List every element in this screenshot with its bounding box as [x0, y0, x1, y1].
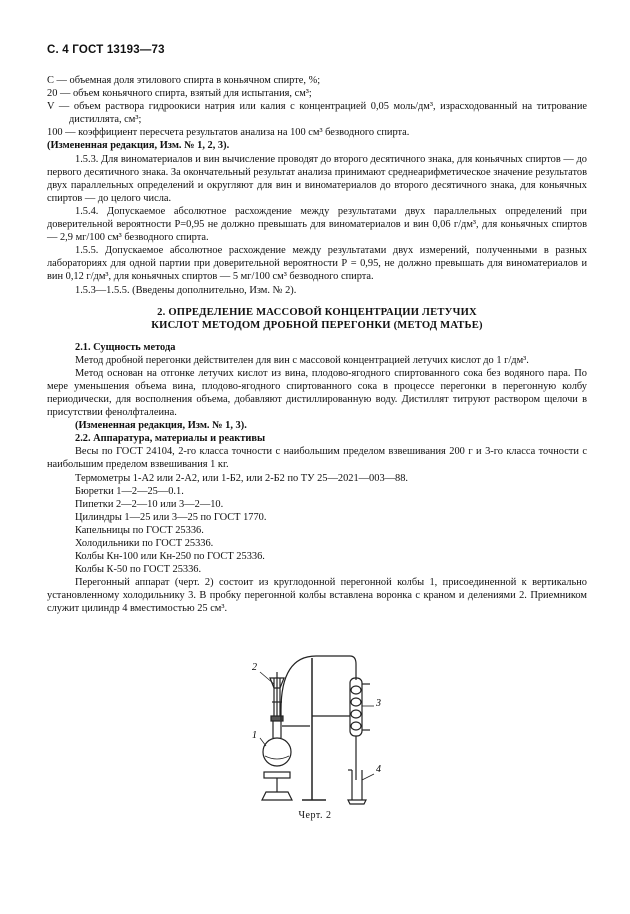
heading-2-1: 2.1. Сущность метода	[75, 341, 176, 353]
paragraph-apparatus: Перегонный аппарат (черт. 2) состоит из круглодонной перегонной колбы 1, присоединенной к вертикально установленному холодильнику 3. В пробку перегонной колбы вставлена воронка с краном и делениями 2. Приемником служит цилиндр 4 вместимостью 25 см³.	[47, 577, 587, 615]
paragraph-1-5-4: 1.5.4. Допускаемое абсолютное расхождение между результатами двух параллельных определений при доверительной вероятности Р=0,95 не должно превышать для виноматериалов и вин 0,06 г/дм³, для коньячных спиртов — 2,9 мг/100 см³ безводного спирта.	[47, 205, 587, 244]
equipment-item: Холодильники по ГОСТ 25336.	[75, 538, 214, 549]
equipment-item: Цилиндры 1—25 или 3—25 по ГОСТ 1770.	[75, 511, 267, 523]
variable-v: V — объем раствора гидроокиси натрия или калия с концентрацией 0,05 моль/дм³, израсходованный на титрование дистиллята, см³;	[47, 101, 587, 126]
page-header: С. 4 ГОСТ 13193—73	[47, 44, 165, 56]
section-title-line-2: КИСЛОТ МЕТОДОМ ДРОБНОЙ ПЕРЕГОНКИ (МЕТОД МАТЬЕ)	[151, 320, 483, 332]
figure-label-1: 1	[252, 730, 257, 741]
figure-caption: Черт. 2	[298, 810, 332, 821]
paragraph-1-5-3: 1.5.3. Для виноматериалов и вин вычисление проводят до второго десятичного знака, для коньячных спиртов — до первого десятичного знака. За окончательный результат анализа принимают среднеарифметическое значение результатов двух параллельных определений и округляют для вин и виноматериалов до второго десятичного знака, для коньячных спиртов — до целого числа.	[47, 153, 587, 204]
paragraph-2-2-scales: Весы по ГОСТ 24104, 2-го класса точности с наибольшим пределом взвешивания 200 г и 3-го класса точности с наибольшим пределом взвешивания 1 кг.	[47, 446, 587, 471]
figure-label-4: 4	[376, 764, 381, 775]
paragraph-2-1-a: Метод дробной перегонки действителен для вин с массовой концентрацией летучих кислот до 1 г/дм³.	[75, 354, 529, 366]
heading-2-2: 2.2. Аппаратура, материалы и реактивы	[75, 433, 266, 445]
variable-20: 20 — объем коньячного спирта, взятый для испытания, см³;	[47, 88, 312, 100]
equipment-item: Колбы Кн-100 или Кн-250 по ГОСТ 25336.	[75, 551, 265, 563]
distillation-apparatus-drawing	[222, 650, 422, 810]
amendment-note-2: (Измененная редакция, Изм. № 1, 3).	[75, 420, 247, 432]
paragraph-2-1-b: Метод основан на отгонке летучих кислот из вина, плодово-ягодного спиртованного сока без водяного пара. По мере уменьшения объема вина, плодово-ягодного спиртованного сока в процессе перегонки в перегонную колбу периодически, для восполнения объема, добавляют дистиллированную воду. Дистиллят титруют раствором щелочи в присутствии фенолфталеина.	[47, 367, 587, 419]
variable-100: 100 — коэффициент пересчета результатов анализа на 100 см³ безводного спирта.	[47, 127, 410, 139]
paragraph-1-5-5: 1.5.5. Допускаемое абсолютное расхождение между результатами двух измерений, полученными в разных лабораториях для одной партии при доверительной вероятности Р = 0,95, не должно превышать для виноматериалов и вин 0,12 г/дм³, для коньячных спиртов — 5 мг/100 см³ безводного спирта.	[47, 245, 587, 283]
figure-label-3: 3	[376, 698, 381, 709]
amendment-note-1: (Измененная редакция, Изм. № 1, 2, 3).	[47, 140, 230, 152]
equipment-item: Пипетки 2—2—10 или 3—2—10.	[75, 498, 224, 510]
section-title	[47, 306, 587, 333]
equipment-item: Бюретки 1—2—25—0.1.	[75, 485, 184, 497]
equipment-item: Колбы К-50 по ГОСТ 25336.	[75, 564, 202, 576]
figure-label-2: 2	[252, 662, 257, 673]
section-title-line-1: 2. ОПРЕДЕЛЕНИЕ МАССОВОЙ КОНЦЕНТРАЦИИ ЛЕТУЧИХ	[157, 306, 477, 318]
paragraph-1-5-3-1-5-5: 1.5.3—1.5.5. (Введены дополнительно, Изм. № 2).	[75, 284, 297, 296]
equipment-item: Капельницы по ГОСТ 25336.	[75, 524, 204, 536]
variable-c: С — объемная доля этилового спирта в коньячном спирте, %;	[47, 75, 321, 86]
equipment-item: Термометры 1-А2 или 2-А2, или 1-Б2, или 2-Б2 по ТУ 25—2021—003—88.	[75, 472, 409, 484]
page-body	[47, 74, 587, 616]
